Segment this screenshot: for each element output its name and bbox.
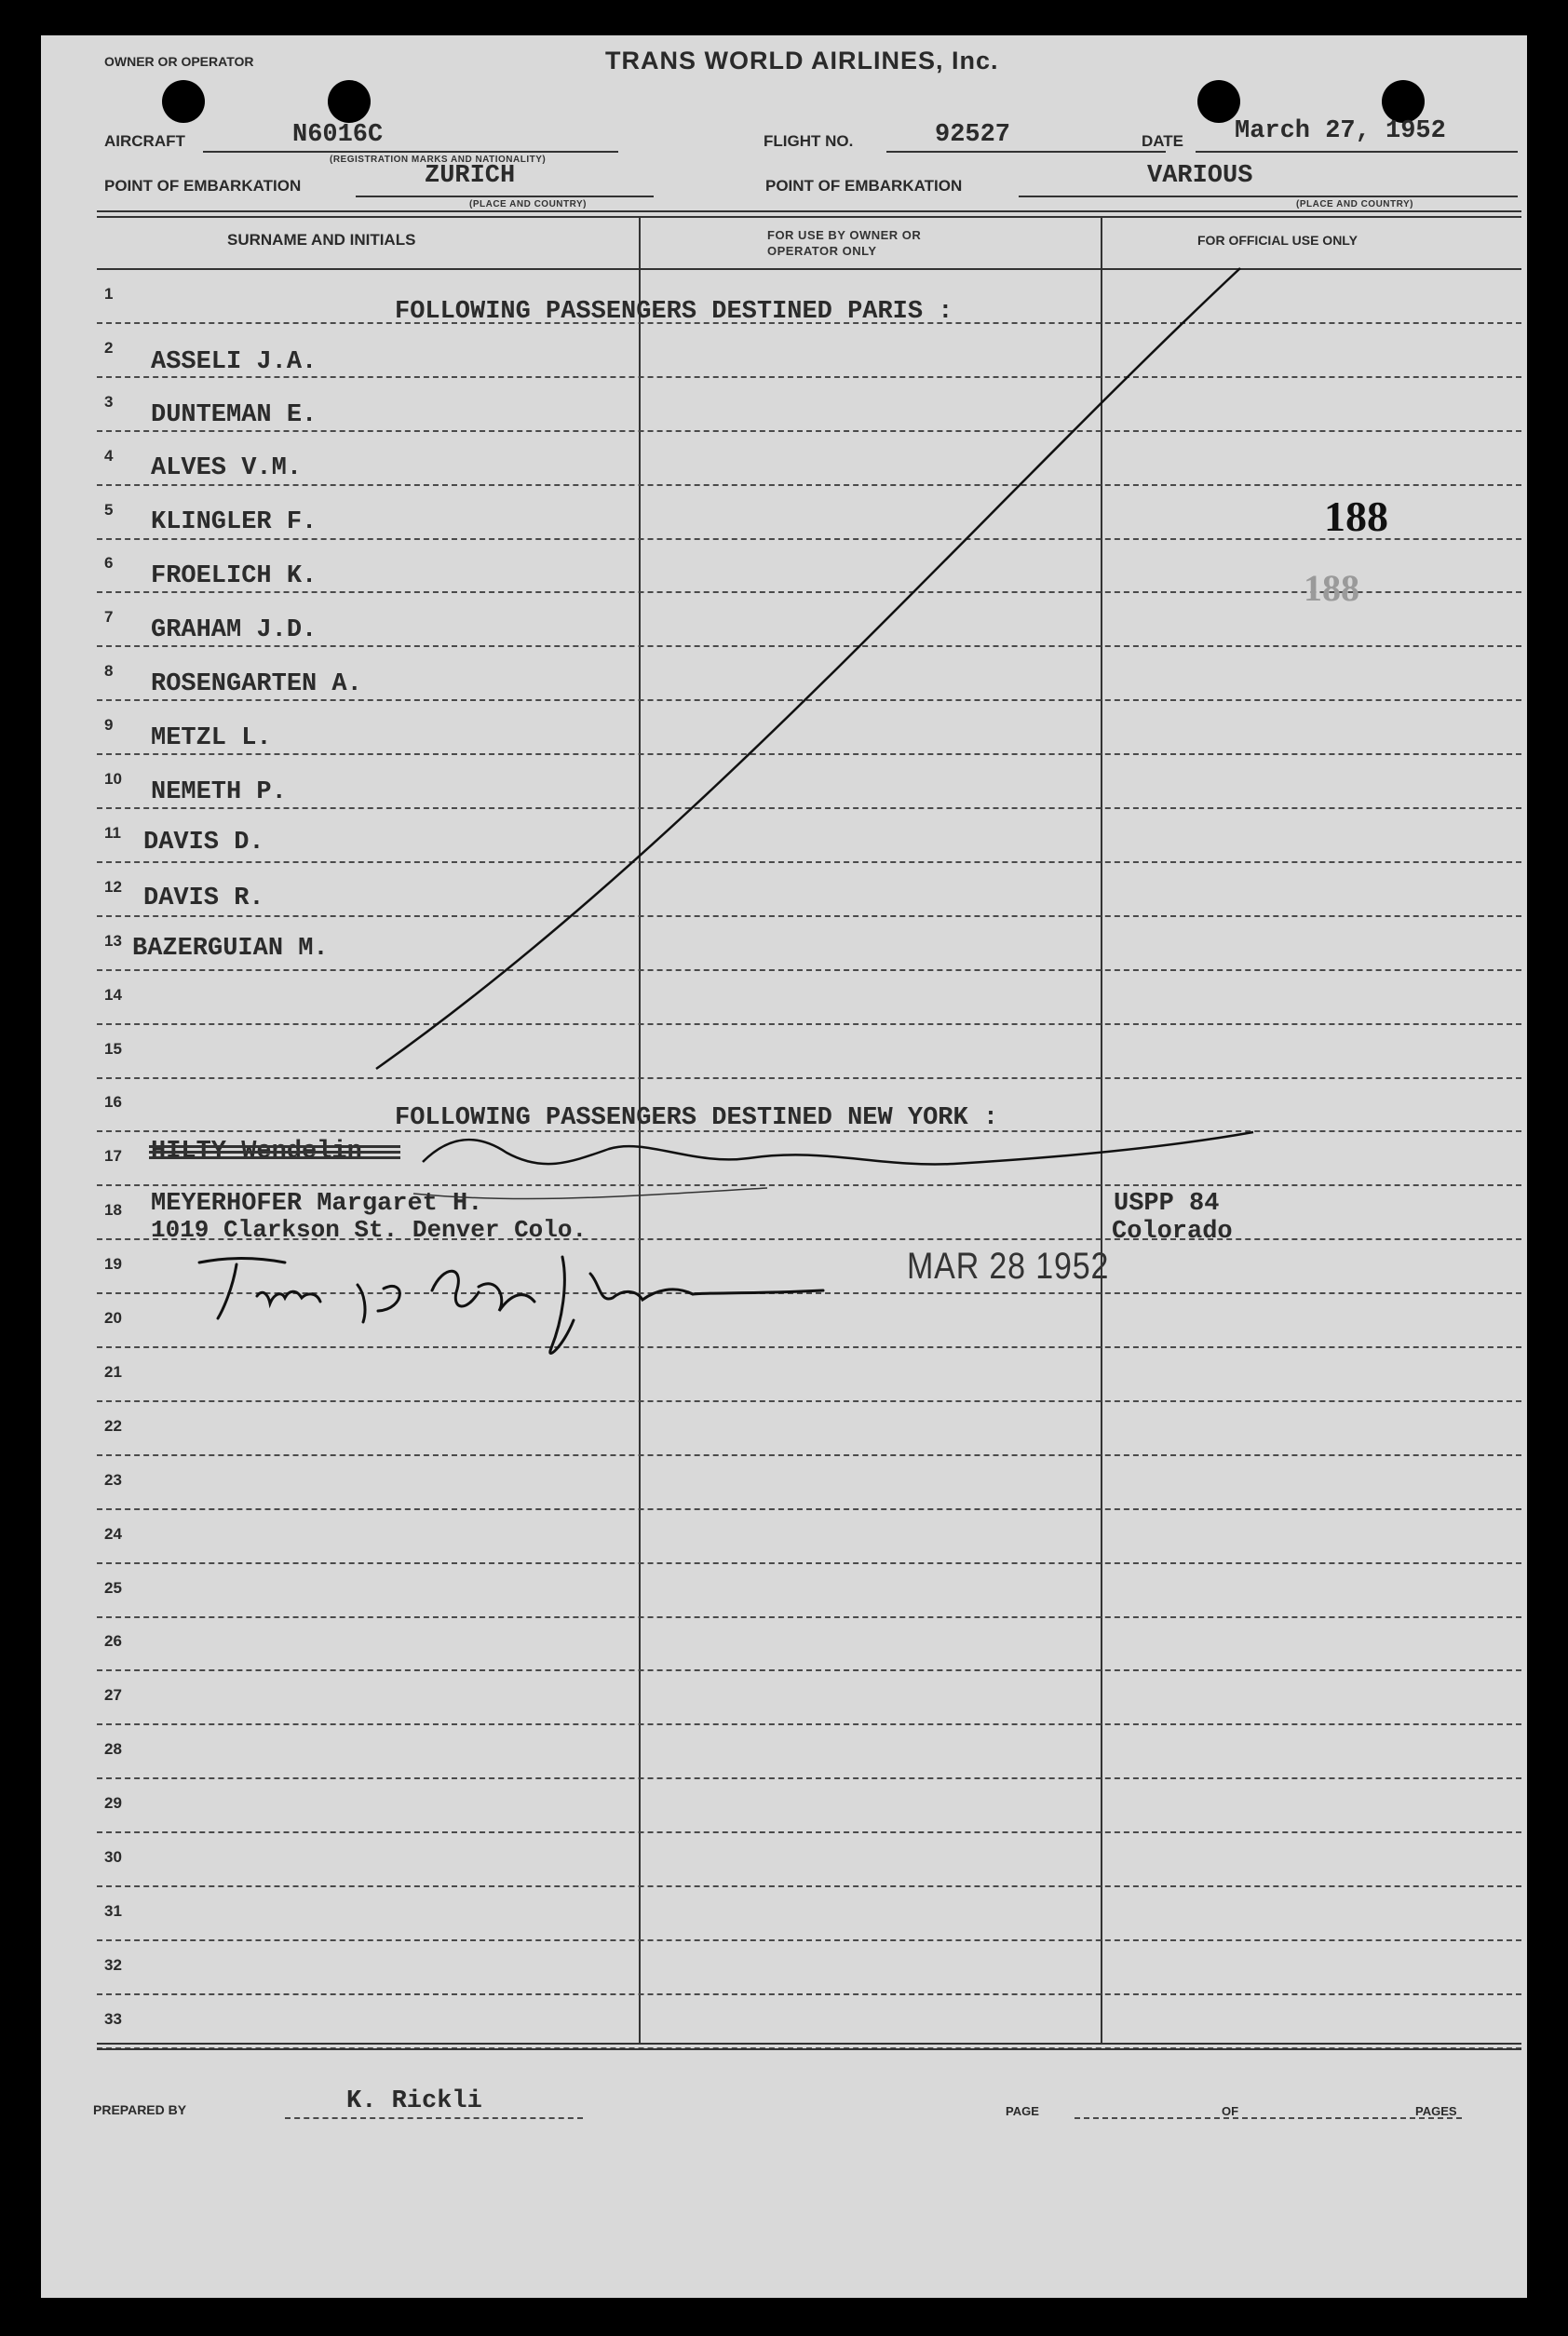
row-number: 28 bbox=[104, 1740, 122, 1758]
aircraft-registration: N6016C bbox=[292, 121, 384, 149]
row-rule bbox=[97, 645, 1521, 647]
passenger-row-7: GRAHAM J.D. bbox=[151, 616, 318, 644]
passenger-18-address: 1019 Clarkson St. Denver Colo. bbox=[151, 1216, 588, 1244]
row-rule bbox=[97, 915, 1521, 917]
embarkation-label-2: POINT OF EMBARKATION bbox=[765, 177, 963, 195]
surname-column-header: SURNAME AND INITIALS bbox=[227, 231, 416, 249]
passenger-row-3: DUNTEMAN E. bbox=[151, 401, 318, 429]
row-number: 20 bbox=[104, 1309, 122, 1327]
row-rule bbox=[97, 1831, 1521, 1833]
row-number: 6 bbox=[104, 554, 114, 572]
row-rule bbox=[97, 861, 1521, 863]
passenger-row-6: FROELICH K. bbox=[151, 562, 318, 590]
row-number: 32 bbox=[104, 1956, 122, 1974]
row-rule bbox=[97, 969, 1521, 971]
row-rule bbox=[97, 1292, 1521, 1294]
row-number: 3 bbox=[104, 393, 114, 411]
row-number: 18 bbox=[104, 1201, 122, 1219]
row-number: 13 bbox=[104, 932, 122, 950]
received-date-stamp: MAR 28 1952 bbox=[907, 1246, 1110, 1287]
row-number: 21 bbox=[104, 1363, 122, 1381]
row-rule bbox=[97, 1723, 1521, 1725]
prepared-by-label: PREPARED BY bbox=[93, 2102, 187, 2117]
owner-label: OWNER OR OPERATOR bbox=[104, 54, 254, 69]
row-number: 11 bbox=[104, 824, 121, 842]
manifest-number-stamp-faint: 188 bbox=[1304, 567, 1359, 609]
row-number: 8 bbox=[104, 662, 114, 680]
row-number: 17 bbox=[104, 1147, 122, 1165]
row-number: 7 bbox=[104, 608, 114, 626]
official-column-header: FOR OFFICIAL USE ONLY bbox=[1197, 233, 1358, 248]
row-number: 14 bbox=[104, 986, 122, 1004]
place-caption-2: (PLACE AND COUNTRY) bbox=[1296, 199, 1413, 209]
row-rule bbox=[97, 753, 1521, 755]
passenger-row-12: DAVIS R. bbox=[143, 884, 264, 912]
passenger-row-9: METZL L. bbox=[151, 724, 272, 752]
row-rule bbox=[97, 1077, 1521, 1079]
passenger-18-state: Colorado bbox=[1112, 1218, 1233, 1246]
passenger-row-13: BAZERGUIAN M. bbox=[132, 935, 329, 963]
row-rule bbox=[97, 1993, 1521, 1995]
row-rule bbox=[97, 484, 1521, 486]
row-number: 23 bbox=[104, 1471, 122, 1489]
aircraft-label: AIRCRAFT bbox=[104, 132, 185, 150]
airline-name: TRANS WORLD AIRLINES, Inc. bbox=[605, 47, 999, 74]
punch-hole bbox=[162, 80, 205, 123]
passenger-18-passport: USPP 84 bbox=[1114, 1190, 1220, 1218]
passenger-row-4: ALVES V.M. bbox=[151, 454, 303, 482]
manifest-number-stamp: 188 bbox=[1324, 493, 1388, 540]
row-number: 26 bbox=[104, 1632, 122, 1650]
row-number: 16 bbox=[104, 1093, 122, 1111]
row-rule bbox=[97, 1939, 1521, 1941]
cancel-diagonal-line bbox=[376, 268, 1240, 1069]
registration-caption: (REGISTRATION MARKS AND NATIONALITY) bbox=[330, 155, 547, 165]
embarkation-point-2: VARIOUS bbox=[1147, 162, 1253, 190]
flight-number: 92527 bbox=[935, 121, 1011, 149]
handwritten-signature bbox=[199, 1257, 823, 1353]
punch-hole bbox=[328, 80, 371, 123]
row-rule bbox=[97, 1184, 1521, 1186]
row-number: 31 bbox=[104, 1902, 122, 1920]
row-number: 19 bbox=[104, 1255, 122, 1273]
row-rule bbox=[97, 1616, 1521, 1618]
passenger-row-11: DAVIS D. bbox=[143, 829, 264, 857]
embarkation-point: ZURICH bbox=[425, 162, 516, 190]
struck-passenger: HILTY Wendelin bbox=[151, 1138, 362, 1166]
heading-new-york: FOLLOWING PASSENGERS DESTINED NEW YORK : bbox=[395, 1104, 999, 1132]
prepared-by-value: K. Rickli bbox=[346, 2087, 482, 2115]
row-rule bbox=[97, 1346, 1521, 1348]
row-rule bbox=[97, 1777, 1521, 1779]
row-rule bbox=[97, 807, 1521, 809]
row-number: 1 bbox=[104, 285, 114, 303]
date-label: DATE bbox=[1142, 132, 1184, 150]
passenger-18-name: MEYERHOFER Margaret H. bbox=[151, 1190, 483, 1218]
heading-paris: FOLLOWING PASSENGERS DESTINED PARIS : bbox=[395, 298, 953, 326]
row-number: 12 bbox=[104, 878, 122, 896]
row-rule bbox=[97, 1562, 1521, 1564]
row-rule bbox=[97, 699, 1521, 701]
row-rule bbox=[97, 538, 1521, 540]
passenger-row-2: ASSELI J.A. bbox=[151, 348, 318, 376]
row-rule bbox=[97, 376, 1521, 378]
owner-column-header: FOR USE BY OWNER OR OPERATOR ONLY bbox=[767, 228, 922, 258]
row-rule bbox=[97, 1400, 1521, 1402]
row-number: 22 bbox=[104, 1417, 122, 1435]
row-rule bbox=[97, 1669, 1521, 1671]
of-label: OF bbox=[1222, 2104, 1239, 2118]
row-rule bbox=[97, 1454, 1521, 1456]
embarkation-label: POINT OF EMBARKATION bbox=[104, 177, 302, 195]
row-number: 25 bbox=[104, 1579, 122, 1597]
row-number: 2 bbox=[104, 339, 114, 357]
row-number: 4 bbox=[104, 447, 114, 465]
row-number: 27 bbox=[104, 1686, 122, 1704]
row-number: 10 bbox=[104, 770, 122, 788]
passenger-row-10: NEMETH P. bbox=[151, 778, 287, 806]
manifest-page bbox=[41, 35, 1527, 2298]
passenger-row-8: ROSENGARTEN A. bbox=[151, 670, 362, 698]
row-rule bbox=[97, 1885, 1521, 1887]
row-number: 24 bbox=[104, 1525, 122, 1543]
page-label: PAGE bbox=[1006, 2104, 1039, 2118]
passenger-row-5: KLINGLER F. bbox=[151, 508, 318, 536]
row-rule bbox=[97, 430, 1521, 432]
flight-date: March 27, 1952 bbox=[1235, 117, 1446, 145]
row-number: 15 bbox=[104, 1040, 122, 1058]
row-number: 9 bbox=[104, 716, 114, 734]
row-rule bbox=[97, 1023, 1521, 1025]
struck-row-wavy-line bbox=[423, 1132, 1253, 1164]
row-number: 30 bbox=[104, 1848, 122, 1866]
place-caption: (PLACE AND COUNTRY) bbox=[469, 199, 587, 209]
row-number: 29 bbox=[104, 1794, 122, 1812]
row-number: 5 bbox=[104, 501, 114, 519]
flight-label: FLIGHT NO. bbox=[764, 132, 854, 150]
pages-label: PAGES bbox=[1415, 2104, 1457, 2118]
row-number: 33 bbox=[104, 2010, 122, 2028]
row-rule bbox=[97, 1508, 1521, 1510]
